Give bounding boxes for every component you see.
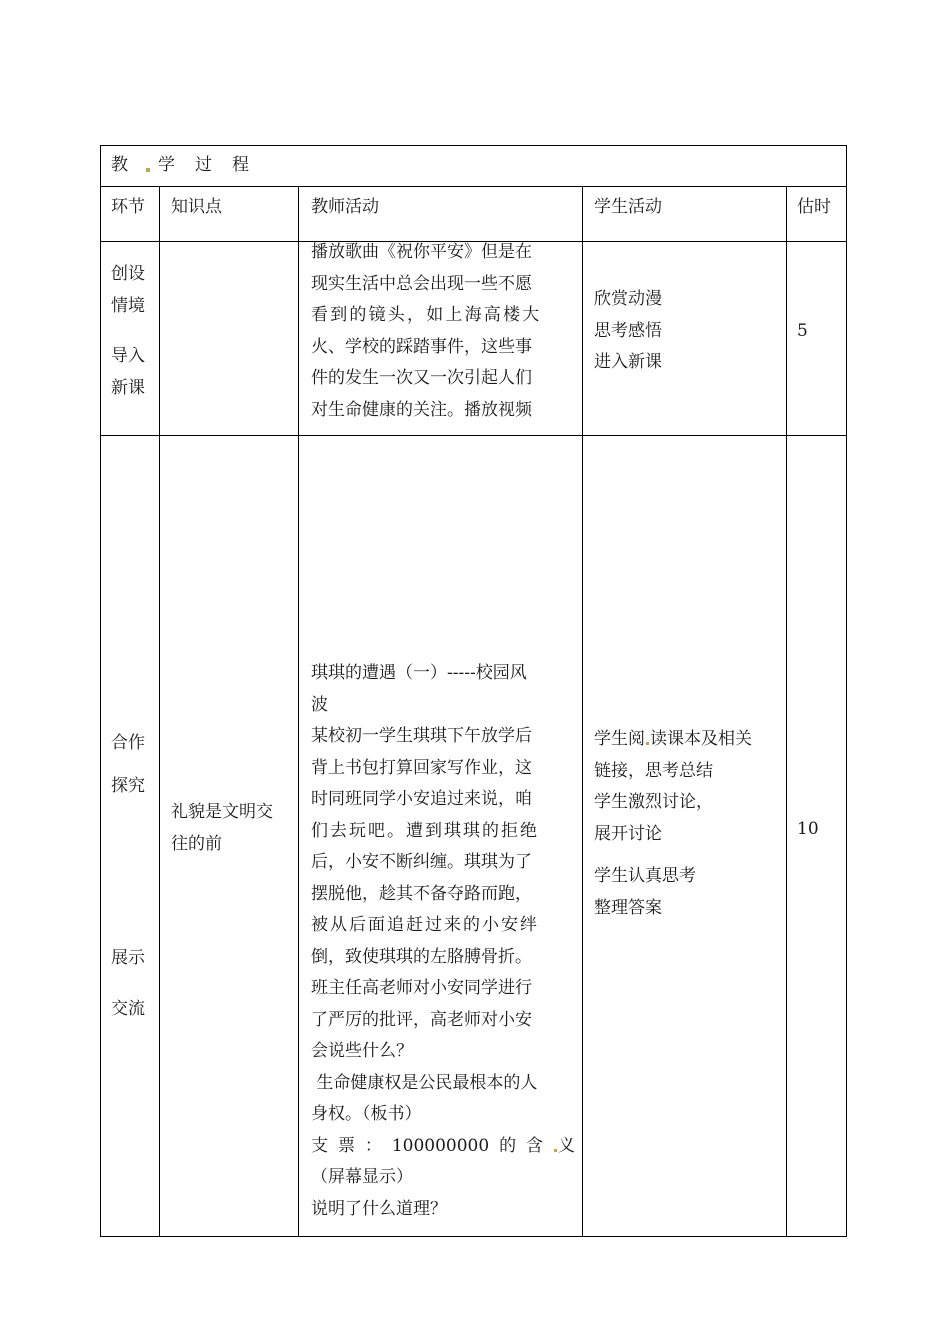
- stage-text: 情境: [111, 295, 145, 316]
- text-line: 件的发生一次又一次引起人们: [311, 368, 532, 388]
- text-line: 看到的镜头，如上海高楼大: [311, 305, 542, 325]
- text-line: 往的前: [171, 833, 222, 854]
- cheque-word-text: 义: [557, 1135, 575, 1156]
- stage-text: 展示: [111, 948, 145, 968]
- lesson-plan-table: [100, 145, 847, 1237]
- row2-stage-b: [111, 943, 145, 1025]
- row1-time: 5: [797, 321, 808, 341]
- text-line: 被从后面追赶过来的小安绊: [311, 915, 539, 935]
- row1-stage-b: [111, 341, 145, 404]
- cheque-word: ：: [364, 1135, 382, 1156]
- text-line: 欣赏动漫: [594, 289, 662, 309]
- text-line: [594, 724, 784, 756]
- text-line: 琪琪的遭遇（一）-----校园风: [311, 663, 527, 683]
- cheque-amount: 100000000: [391, 1135, 490, 1156]
- text-line: 对生命健康的关注。播放视频: [311, 399, 532, 420]
- text-line: 学生认真思考: [594, 866, 696, 886]
- cheque-word: 含: [526, 1135, 544, 1156]
- row1-student-activity: [594, 284, 662, 379]
- text-line: 播放歌曲《祝你平安》但是在: [311, 242, 532, 262]
- row-divider: [101, 186, 846, 187]
- text-line: 们去玩吧。遭到琪琪的拒绝: [311, 820, 539, 841]
- row2-time: 10: [797, 819, 819, 839]
- text-line: 倒，致使琪琪的左胳膊骨折。: [311, 946, 532, 967]
- row1-stage-a: [111, 259, 145, 322]
- text-line: 摆脱他，趁其不备夺路而跑，: [311, 883, 532, 904]
- row1-teacher-activity: [311, 237, 575, 426]
- header-teacher: 教师活动: [311, 197, 379, 217]
- header-student: 学生活动: [594, 197, 662, 217]
- column-divider: [298, 186, 299, 1236]
- header-knowledge: 知识点: [171, 197, 222, 217]
- cheque-word: 支: [311, 1135, 328, 1156]
- text-line: 现实生活中总会出现一些不愿: [311, 273, 532, 294]
- highlight-dot: [554, 1149, 557, 1152]
- text-line: 生命健康权是公民最根本的人: [311, 1072, 538, 1093]
- title-char: 学: [158, 155, 175, 175]
- text-line: 身权。（板书）: [311, 1104, 422, 1124]
- stage-text: 探究: [111, 775, 145, 796]
- cheque-line: [311, 1131, 575, 1163]
- stage-text: 合作: [111, 733, 145, 753]
- text-line: 礼貌是文明交: [171, 802, 273, 822]
- stage-text: 导入: [111, 346, 145, 366]
- stage-text: 创设: [111, 264, 145, 284]
- stage-text: 新课: [111, 377, 145, 398]
- column-divider: [582, 186, 583, 1236]
- title-char: 程: [232, 155, 249, 175]
- stage-text: 交流: [111, 998, 145, 1019]
- title-char: 教: [111, 155, 128, 175]
- text-fragment: 学生阅: [594, 729, 645, 749]
- row2-stage-a: [111, 728, 145, 802]
- text-line: 进入新课: [594, 352, 662, 372]
- cheque-word: 票: [337, 1135, 355, 1156]
- header-stage: 环节: [111, 197, 145, 217]
- table-title: [111, 150, 263, 175]
- text-line: 火、学校的踩踏事件，这些事: [311, 336, 532, 357]
- row2-student-activity: [594, 724, 784, 924]
- row2-teacher-activity: [311, 658, 575, 1225]
- text-line: 时同班同学小安追过来说，咱: [311, 789, 532, 809]
- highlight-dot: [146, 168, 150, 172]
- text-line: 了严厉的批评，高老师对小安: [311, 1009, 532, 1030]
- text-line: 会说些什么？: [311, 1041, 413, 1061]
- text-fragment: 读课本及相关: [650, 729, 752, 749]
- column-divider: [786, 186, 787, 1236]
- row-divider: [101, 435, 846, 436]
- text-line: 整理答案: [594, 897, 662, 918]
- text-line: 思考感悟: [594, 320, 662, 341]
- text-line: 某校初一学生琪琪下午放学后: [311, 726, 532, 746]
- text-line: 展开讨论: [594, 823, 662, 844]
- text-line: 链接，思考总结: [594, 760, 713, 781]
- row2-knowledge-point: [171, 797, 273, 860]
- text-line: 班主任高老师对小安同学进行: [311, 978, 532, 998]
- text-line: 后，小安不断纠缠。琪琪为了: [311, 852, 532, 872]
- text-line: 背上书包打算回家写作业，这: [311, 757, 532, 778]
- column-divider: [159, 186, 160, 1236]
- cheque-word: 的: [499, 1135, 517, 1156]
- highlight-dot: [646, 742, 649, 745]
- title-char: 过: [195, 155, 212, 175]
- cheque-word: [553, 1131, 575, 1163]
- text-line: 学生激烈讨论，: [594, 792, 713, 812]
- text-line: （屏幕显示）: [311, 1167, 413, 1187]
- text-line: 说明了什么道理？: [311, 1198, 447, 1219]
- text-line: 波: [311, 694, 328, 715]
- header-time: 估时: [797, 197, 831, 217]
